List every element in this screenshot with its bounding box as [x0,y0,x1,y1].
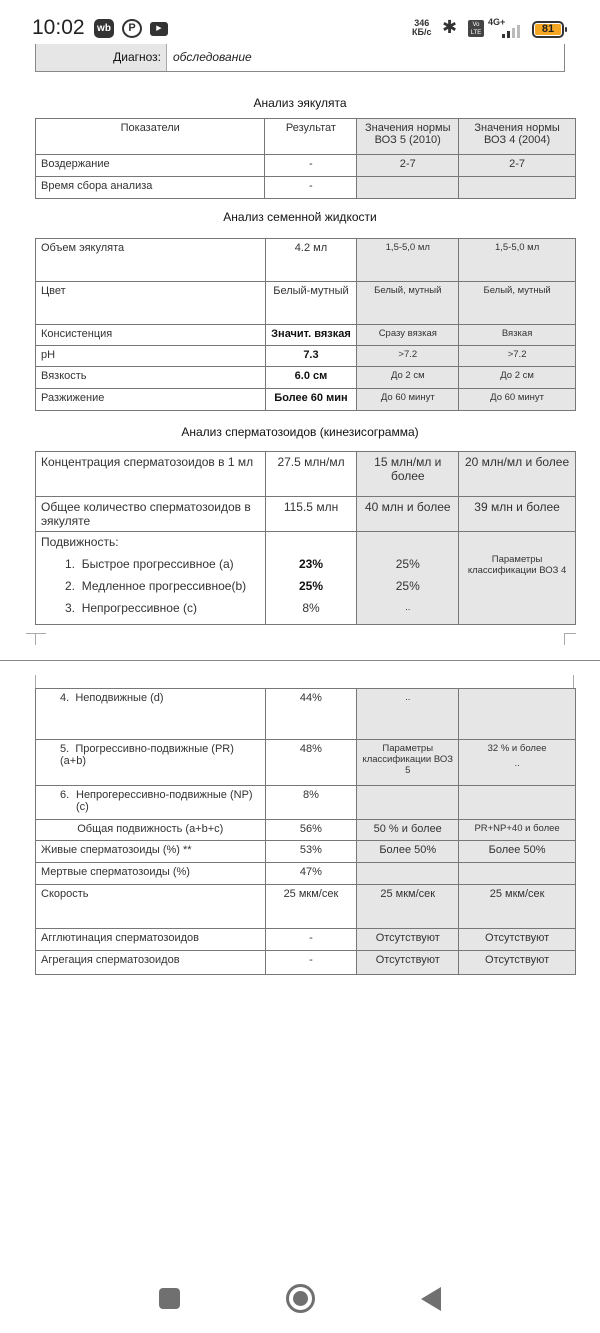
table-row [36,177,576,199]
who4-note: Параметры классификации ВОЗ 4 [459,532,576,625]
list-number: 5. [60,743,70,755]
row-who4: 1,5-5,0 мл [459,239,576,282]
table-row [36,786,576,820]
row-name: Агглютинация сперматозоидов [36,929,266,951]
row-name: Агрегация сперматозоидов [36,951,266,975]
row-who5: 25% [395,579,420,593]
list-item [41,575,260,597]
row-name [36,740,266,786]
row-result: 115.5 млн [265,497,357,532]
row-name: Мертвые сперматозоиды (%) [36,863,266,885]
row-who5: >7.2 [357,346,459,367]
who4-value: 32 % и более [487,743,547,754]
row-who5: 50 % и более [357,820,459,841]
table-row [36,689,576,740]
diagnosis-row [35,44,565,72]
row-who4: PR+NP+40 и более [459,820,576,841]
header-indicator: Показатели [36,119,265,155]
battery-icon [532,21,564,38]
row-name: Живые сперматозоиды (%) ** [36,841,266,863]
row-who4 [459,177,576,199]
row-who4: 20 млн/мл и более [459,452,576,497]
navigation-bar [0,1270,600,1333]
row-who4: 39 млн и более [459,497,576,532]
back-button[interactable] [421,1287,441,1311]
table-row [36,740,576,786]
row-result: 44% [265,689,357,740]
network-speed-value: 346 [414,18,430,28]
ejaculate-table [35,118,576,199]
page-corner [36,633,46,645]
list-number: 3. [65,601,76,615]
row-name: Общее количество сперматозоидов в эякуляте [36,497,266,532]
wildberries-icon: wb [94,19,114,38]
row-result: - [265,951,357,975]
row-result: 25% [299,579,324,593]
sperm-table [35,451,576,625]
section-title-seminal-fluid: Анализ семенной жидкости [223,210,377,224]
row-who5: Параметры классификации ВОЗ 5 [357,740,459,786]
row-who4: Отсутствуют [459,929,576,951]
table-header-row [36,119,576,155]
row-result: - [265,155,357,177]
row-name [36,786,266,820]
header-who5: Значения нормы ВОЗ 5 (2010) [357,119,459,155]
row-result: - [265,177,357,199]
list-number: 6. [60,789,70,801]
table-row [36,389,576,411]
table-row [36,841,576,863]
clock: 10:02 [32,16,85,39]
row-who5: Более 50% [357,841,459,863]
diagnosis-value: обследование [173,50,252,64]
row-who5: 2-7 [357,155,459,177]
row-who5: 25% [395,557,420,571]
who4-extra: .. [514,758,520,769]
row-who4: Более 50% [459,841,576,863]
row-who4 [459,689,576,740]
row-result: 48% [265,740,357,786]
list-text: Медленное прогрессивное(b) [81,579,247,593]
table-row [36,452,576,497]
table-row [36,367,576,389]
row-who4: >7.2 [459,346,576,367]
battery-level: 81 [535,24,561,35]
row-result: Значит. вязкая [265,325,357,346]
row-result: - [265,929,357,951]
row-who5: 25 мкм/сек [357,885,459,929]
table-row [36,929,576,951]
row-result: 47% [265,863,357,885]
row-who4: До 2 см [459,367,576,389]
row-who5 [357,177,459,199]
row-who5 [357,786,459,820]
row-who5: 40 млн и более [357,497,459,532]
signal-icon [500,22,524,38]
list-item [41,553,260,575]
section-title-sperm: Анализ сперматозоидов (кинезисограмма) [181,425,419,439]
network-speed-unit: КБ/с [412,27,432,37]
motility-label: Подвижность: [41,535,119,549]
row-who5: Белый, мутный [357,282,459,325]
row-who5 [357,863,459,885]
table-row [36,282,576,325]
row-result: 25 мкм/сек [265,885,357,929]
row-name: Консистенция [36,325,266,346]
row-result: 27.5 млн/мл [265,452,357,497]
network-type-label: 4G+ [488,17,506,27]
row-name: pH [36,346,266,367]
row-name: Цвет [36,282,266,325]
recents-button[interactable] [159,1288,180,1309]
row-name: Время сбора анализа [36,177,265,199]
row-result: 8% [265,786,357,820]
list-number: 2. [65,579,76,593]
network-speed [412,19,431,37]
row-result: 7.3 [265,346,357,367]
table-row [36,951,576,975]
table-row [36,239,576,282]
status-bar [0,0,600,46]
page-corner [564,675,574,689]
row-who5: Сразу вязкая [357,325,459,346]
row-result: 56% [265,820,357,841]
row-name: Общая подвижность (a+b+c) [36,820,266,841]
list-text: Прогрессивно-подвижные (PR)(a+b) [60,743,234,767]
motility-cell [36,532,266,625]
motility-row [36,532,576,625]
table-row [36,497,576,532]
row-name: Объем эякулята [36,239,266,282]
table-row [36,346,576,367]
row-who4 [459,863,576,885]
list-text: Непрогерессивно-подвижные (NP)(c) [76,789,253,813]
row-name: Воздержание [36,155,265,177]
row-who5: Отсутствуют [357,929,459,951]
row-who5: 1,5-5,0 мл [357,239,459,282]
header-who4: Значения нормы ВОЗ 4 (2004) [459,119,576,155]
sperm-table-continued [35,688,576,975]
row-who5: .. [405,602,411,613]
list-text: Непрогрессивное (c) [81,601,197,615]
row-result: Более 60 мин [265,389,357,411]
list-item [41,597,260,619]
list-number: 1. [65,557,76,571]
home-button[interactable] [286,1284,315,1313]
row-result: 23% [299,557,324,571]
list-text: Неподвижные (d) [75,692,164,704]
row-who5: 15 млн/мл и более [357,452,459,497]
table-row [36,885,576,929]
bluetooth-icon: ✱ [442,17,458,37]
motility-results [265,532,357,625]
row-who5: До 2 см [357,367,459,389]
row-name: Скорость [36,885,266,929]
row-result: Белый-мутный [265,282,357,325]
volte-icon: Vo LTE [468,20,484,37]
row-result: 4.2 мл [265,239,357,282]
page-corner [564,633,576,645]
diagnosis-label: Диагноз: [36,44,167,71]
page-corner [26,633,36,645]
row-name: Концентрация сперматозоидов в 1 мл [36,452,266,497]
row-result: 53% [265,841,357,863]
pinterest-icon: P [122,19,142,38]
table-row [36,863,576,885]
seminal-fluid-table [35,238,576,411]
row-who4: Отсутствуют [459,951,576,975]
row-who4 [459,740,576,786]
list-number: 4. [60,692,70,704]
row-who5: До 60 минут [357,389,459,411]
page-corner [35,675,45,689]
row-who4: 2-7 [459,155,576,177]
row-who4: До 60 минут [459,389,576,411]
row-result: 8% [302,601,320,615]
row-who5: .. [357,689,459,740]
page-separator [0,660,600,661]
row-name: Разжижение [36,389,266,411]
table-row [36,325,576,346]
header-result: Результат [265,119,357,155]
row-who4 [459,786,576,820]
youtube-icon: ▶ [150,22,168,36]
motility-who5 [357,532,459,625]
row-who4: 25 мкм/сек [459,885,576,929]
row-result: 6.0 см [265,367,357,389]
section-title-ejaculate: Анализ эякулята [253,96,347,110]
row-who4: Белый, мутный [459,282,576,325]
list-text: Быстрое прогрессивное (a) [81,557,234,571]
row-name: Вязкость [36,367,266,389]
table-row [36,820,576,841]
row-who5: Отсутствуют [357,951,459,975]
table-row [36,155,576,177]
row-who4: Вязкая [459,325,576,346]
row-name [36,689,266,740]
